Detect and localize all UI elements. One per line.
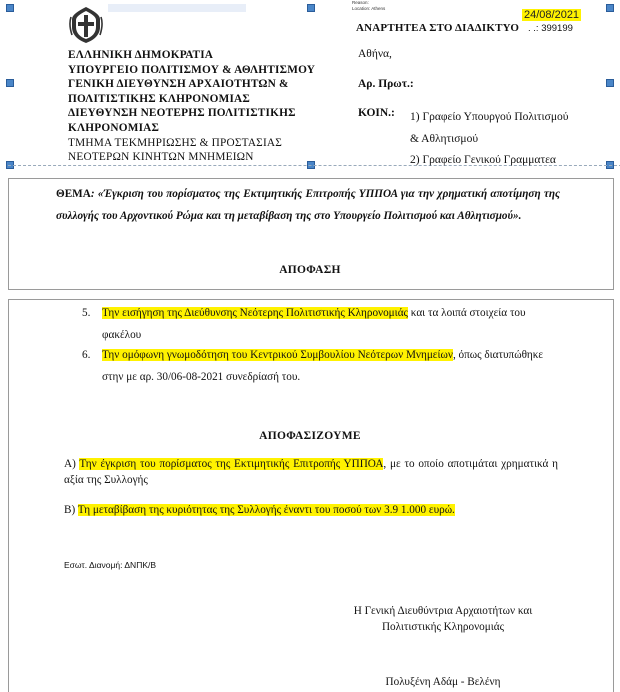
section-b-prefix: Β) (64, 504, 78, 516)
section-a-text: , με το οποίο αποτιμάται χρηματικά η αξία της Συλλογής (64, 458, 558, 486)
signature-band (108, 4, 246, 12)
list-item-highlight: Την ομόφωνη γνωμοδότηση του Κεντρικού Συμβουλίου Νεότερων Μνημείων (102, 349, 453, 361)
signature-location: Location: Athens (352, 5, 386, 11)
resize-handle-mid-right[interactable] (606, 79, 614, 87)
signatory-title-line: Πολιτιστικής Κληρονομιάς (381, 621, 505, 633)
protocol-label: Αρ. Πρωτ.: (358, 78, 414, 90)
signatory-title-line: Η Γενική Διευθύντρια Αρχαιοτήτων και (353, 605, 533, 617)
koin-item: 1) Γραφείο Υπουργού Πολιτισμού (410, 111, 569, 123)
resize-handle-top-mid[interactable] (307, 4, 315, 12)
ministry-line: ΔΙΕΥΘΥΝΣΗ ΝΕΟΤΕΡΗΣ ΠΟΛΙΤΙΣΤΙΚΗΣ (68, 107, 296, 120)
list-item-text: , όπως διατυπώθηκε στην με αρ. 30/06-08-2021 συνεδρίασή του. (102, 349, 544, 383)
list-item-number: 5. (82, 307, 91, 319)
digital-signature-meta (352, 0, 385, 11)
resize-handle-top-left[interactable] (6, 4, 14, 12)
koin-item: 2) Γραφείο Γενικού Γραμματεα (410, 154, 556, 166)
subject-label: ΘΕΜΑ (56, 188, 91, 200)
resize-handle-top-right[interactable] (606, 4, 614, 12)
decision-section-a (64, 456, 558, 488)
signatory-name: Πολυξένη Αδάμ - Βελένη (385, 676, 501, 688)
posted-online-label: ΑΝΑΡΤΗΤΕΑ ΣΤΟ ΔΙΑΔΙΚΤΥΟ (356, 22, 520, 34)
ministry-line: ΚΛΗΡΟΝΟΜΙΑΣ (68, 121, 160, 134)
list-item-highlight: Την εισήγηση της Διεύθυνσης Νεότερης Πολιτιστικής Κληρονομιάς (102, 307, 408, 319)
date-stamp: 24/08/2021 (524, 9, 580, 21)
greek-coat-of-arms-icon (68, 5, 104, 45)
signatory-title (330, 603, 556, 635)
ministry-block (68, 48, 315, 165)
section-a-prefix: Α) (64, 458, 80, 470)
decision-heading: ΑΠΟΦΑΣΗ (279, 264, 341, 276)
resize-handle-mid-left[interactable] (6, 79, 14, 87)
section-b-highlight: Τη μεταβίβαση της κυριότητας της Συλλογής έναντι του ποσού των 3.9 1.000 ευρώ. (77, 504, 455, 516)
city-label: Αθήνα, (358, 48, 392, 60)
subject-paragraph (56, 184, 560, 227)
ministry-line: ΠΟΛΙΤΙΣΤΙΚΗΣ ΚΛΗΡΟΝΟΜΙΑΣ (68, 92, 250, 105)
department-line: ΝΕΟΤΕΡΩΝ ΚΙΝΗΤΩΝ ΜΝΗΜΕΙΩΝ (68, 151, 254, 164)
list-item-text: και τα λοιπά στοιχεία του φακέλου (102, 307, 526, 341)
department-line: ΤΜΗΜΑ ΤΕΚΜΗΡΙΩΣΗΣ & ΠΡΟΣΤΑΣΙΑΣ (68, 136, 283, 149)
list-item-number: 6. (82, 349, 91, 361)
ministry-line: ΥΠΟΥΡΓΕΙΟ ΠΟΛΙΤΙΣΜΟΥ & ΑΘΛΗΤΙΣΜΟΥ (68, 63, 316, 76)
section-a-highlight: Την έγκριση του πορίσματος της Εκτιμητικής Επιτροπής ΥΠΠΟΑ (79, 458, 384, 470)
koin-item: & Αθλητισμού (410, 132, 479, 145)
subject-text: : «Έγκριση του πορίσματος της Εκτιμητικής Επιτροπής ΥΠΠΟΑ για την χρηματική αποτίμηση της συλλογής του Αρχοντικού Ρώμα και τη μεταβίβαση της στο Υπουργείο Πολιτισμού και Αθλητισμού». (56, 188, 560, 222)
koin-label: ΚΟΙΝ.: (358, 107, 395, 119)
decision-section-b (64, 502, 455, 518)
internal-distribution: Εσωτ. Διανομή: ΔΝΠΚ/Β (64, 560, 157, 570)
posted-online-code: . .: 399199 (528, 23, 573, 34)
signature-reason: Reason: (352, 0, 369, 5)
ministry-line: ΓΕΝΙΚΗ ΔΙΕΥΘΥΝΣΗ ΑΡΧΑΙΟΤΗΤΩΝ & (68, 78, 289, 91)
ministry-line: ΕΛΛΗΝΙΚΗ ΔΗΜΟΚΡΑΤΙΑ (68, 49, 214, 61)
koin-list (410, 107, 568, 172)
we-decide-heading: ΑΠΟΦΑΣΙΖΟΥΜΕ (259, 430, 361, 442)
